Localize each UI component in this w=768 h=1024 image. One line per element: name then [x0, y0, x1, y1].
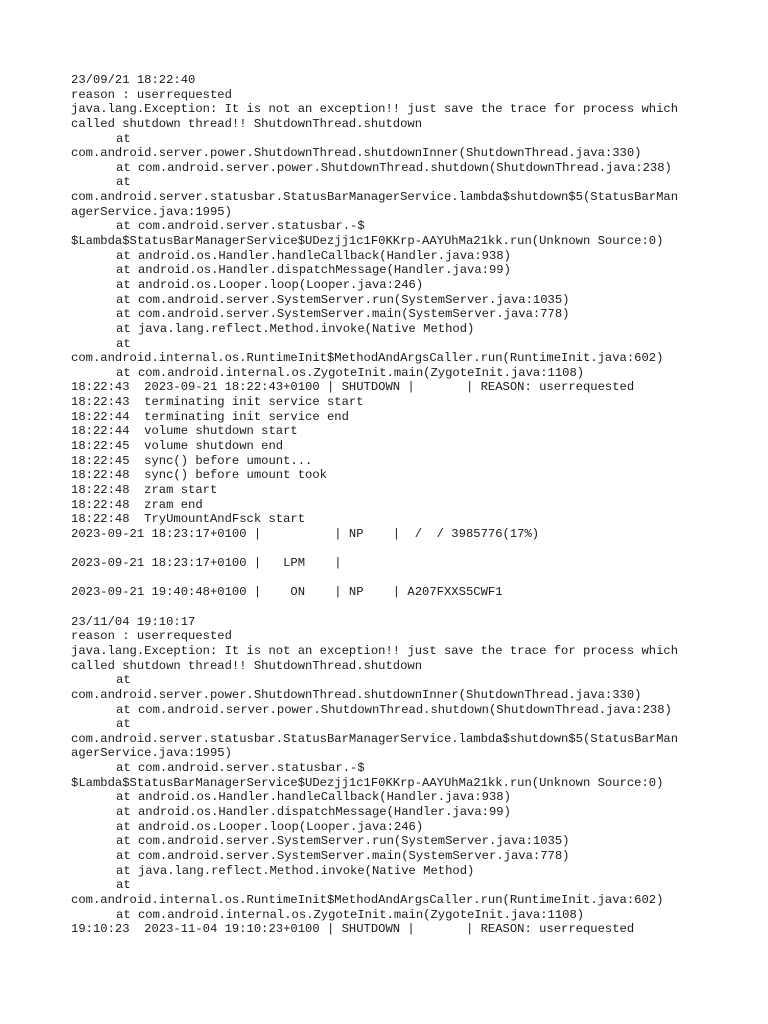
log-line: at android.os.Handler.dispatchMessage(Handler.java:99): [116, 263, 511, 278]
log-line: 18:22:48 TryUmountAndFsck start: [71, 512, 306, 527]
log-document: [71, 73, 711, 937]
log-line: at com.android.server.SystemServer.main(SystemServer.java:778): [116, 848, 570, 863]
blank-line: [71, 542, 711, 557]
log-line: at: [116, 175, 131, 190]
log-line: at com.android.server.SystemServer.run(SystemServer.java:1035): [116, 292, 570, 307]
log-line: at com.android.server.SystemServer.run(SystemServer.java:1035): [116, 834, 570, 849]
log-line: at com.android.server.SystemServer.main(SystemServer.java:778): [116, 307, 570, 322]
log-line: at android.os.Looper.loop(Looper.java:246): [116, 277, 424, 292]
log-line: at android.os.Handler.dispatchMessage(Handler.java:99): [116, 805, 511, 820]
log-line: at com.android.internal.os.ZygoteInit.main(ZygoteInit.java:1108): [116, 907, 585, 922]
log-line: 2023-09-21 19:40:48+0100 | ON | NP | A207FXXS5CWF1: [71, 585, 503, 600]
log-line: at com.android.server.power.ShutdownThread.shutdown(ShutdownThread.java:238): [116, 702, 672, 717]
log-line: 23/09/21 18:22:40: [71, 73, 196, 87]
log-line: 18:22:48 zram end: [71, 497, 203, 512]
log-line: at android.os.Handler.handleCallback(Handler.java:938): [116, 790, 511, 805]
log-line: com.android.server.power.ShutdownThread.shutdownInner(ShutdownThread.java:330): [71, 687, 642, 702]
log-line: 18:22:45 sync() before umount...: [71, 453, 313, 468]
log-line: 2023-09-21 18:23:17+0100 | LPM |: [71, 556, 342, 571]
log-line: called shutdown thread!! ShutdownThread.shutdown: [71, 658, 423, 673]
log-line: 23/11/04 19:10:17: [71, 614, 196, 629]
log-line: 18:22:43 2023-09-21 18:22:43+0100 | SHUTDOWN | | REASON: userrequested: [71, 380, 635, 395]
log-line: at com.android.server.statusbar.-$: [116, 219, 365, 234]
log-line: at com.android.internal.os.ZygoteInit.main(ZygoteInit.java:1108): [116, 365, 585, 380]
log-line: com.android.server.statusbar.StatusBarManagerService.lambda$shutdown$5(StatusBarMan: [71, 731, 679, 746]
log-line: called shutdown thread!! ShutdownThread.shutdown: [71, 116, 423, 131]
log-line: at: [116, 673, 131, 688]
log-line: at com.android.server.statusbar.-$: [116, 761, 365, 776]
log-line: 18:22:48 sync() before umount took: [71, 468, 327, 483]
log-line: 19:10:23 2023-11-04 19:10:23+0100 | SHUTDOWN | | REASON: userrequested: [71, 922, 635, 937]
blank-line: [71, 571, 711, 586]
log-line: at android.os.Looper.loop(Looper.java:246): [116, 819, 424, 834]
log-line: agerService.java:1995): [71, 746, 232, 761]
log-line: at: [116, 717, 131, 732]
log-line: 18:22:44 volume shutdown start: [71, 424, 298, 439]
log-line: com.android.server.power.ShutdownThread.shutdownInner(ShutdownThread.java:330): [71, 146, 642, 161]
log-line: agerService.java:1995): [71, 204, 232, 219]
log-line: java.lang.Exception: It is not an exception!! just save the trace for process which: [71, 643, 679, 658]
log-line: reason : userrequested: [71, 87, 232, 102]
log-line: 18:22:45 volume shutdown end: [71, 439, 284, 454]
log-line: com.android.server.statusbar.StatusBarManagerService.lambda$shutdown$5(StatusBarMan: [71, 190, 679, 205]
log-line: com.android.internal.os.RuntimeInit$MethodAndArgsCaller.run(RuntimeInit.java:602): [71, 892, 664, 907]
log-line: at: [116, 878, 131, 893]
log-line: java.lang.Exception: It is not an exception!! just save the trace for process which: [71, 102, 679, 117]
log-line: 18:22:43 terminating init service start: [71, 395, 364, 410]
log-line: $Lambda$StatusBarManagerService$UDezjj1c1F0KKrp-AAYUhMa21kk.run(Unknown Source:0): [71, 775, 664, 790]
log-line: 18:22:48 zram start: [71, 482, 218, 497]
log-line: 2023-09-21 18:23:17+0100 | | NP | / / 3985776(17%): [71, 526, 540, 541]
log-line: reason : userrequested: [71, 629, 232, 644]
log-line: at java.lang.reflect.Method.invoke(Native Method): [116, 863, 475, 878]
log-line: at com.android.server.power.ShutdownThread.shutdown(ShutdownThread.java:238): [116, 160, 672, 175]
log-line: 18:22:44 terminating init service end: [71, 409, 349, 424]
log-line: at java.lang.reflect.Method.invoke(Native Method): [116, 321, 475, 336]
log-line: $Lambda$StatusBarManagerService$UDezjj1c1F0KKrp-AAYUhMa21kk.run(Unknown Source:0): [71, 234, 664, 249]
log-line: at android.os.Handler.handleCallback(Handler.java:938): [116, 248, 511, 263]
blank-line: [71, 600, 711, 615]
log-line: at: [116, 131, 131, 146]
log-line: com.android.internal.os.RuntimeInit$MethodAndArgsCaller.run(RuntimeInit.java:602): [71, 351, 664, 366]
log-line: at: [116, 336, 131, 351]
